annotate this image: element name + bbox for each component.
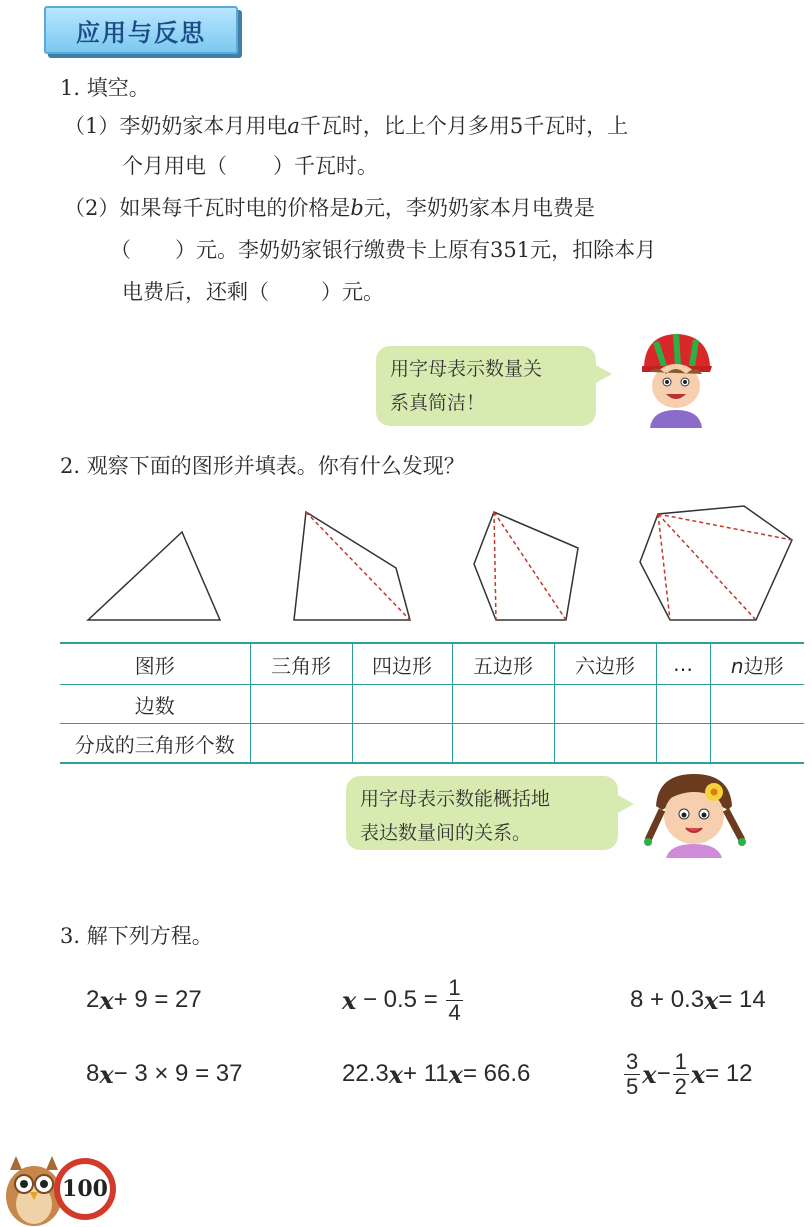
page-number: 100 [60,1164,110,1214]
page-number-badge [54,1158,116,1220]
table-row: 边数 [60,685,804,724]
var-a: a [287,114,300,138]
fraction: $\frac{1}{4}$ [448,974,461,1025]
section-title: 应用与反思 [44,6,238,54]
fraction: $\frac{1}{2}$ [674,1048,687,1099]
table-cell-input[interactable] [656,724,710,764]
polygon-figures [80,504,810,632]
equation-2: x − 0.5 = $\frac{1}{4}$ [342,974,461,1025]
fraction: $\frac{3}{5}$ [626,1048,639,1099]
table-cell-input[interactable] [554,685,656,724]
pentagon-shape [474,512,578,620]
equation-1: 2 x + 9 = 27 [86,985,202,1015]
table-cell-input[interactable] [250,685,352,724]
quadrilateral-shape [294,512,410,620]
q1-part2-line3: 电费后，还剩（ ）元。 [122,280,384,304]
table-cell-input[interactable] [452,724,554,764]
hexagon-shape [640,506,792,620]
table-cell-input[interactable] [452,685,554,724]
table-cell-input[interactable] [250,724,352,764]
table-header-row: 图形 三角形 四边形 五边形 六边形 … n边形 [60,643,804,685]
table-cell-input[interactable] [710,724,804,764]
q3-title: 3. 解下列方程。 [60,924,213,948]
polygon-table [60,642,804,764]
q1-part2-line1: （2）如果每千瓦时电的价格是b元，李奶奶家本月电费是 [64,196,595,220]
girl-character-icon [644,770,748,858]
table-cell-input[interactable] [656,685,710,724]
q1-title: 1. 填空。 [60,76,150,100]
table-cell-input[interactable] [352,685,452,724]
table-cell-input[interactable] [352,724,452,764]
q1-part2-line2: （ ）元。李奶奶家银行缴费卡上原有351元，扣除本月 [110,238,657,262]
equation-3: 8 + 0.3 x = 14 [630,985,766,1015]
var-b: b [350,196,364,220]
equation-4: 8 x − 3 × 9 = 37 [86,1059,243,1089]
table-cell-input[interactable] [554,724,656,764]
q1-part1-line1: （1）李奶奶家本月用电a千瓦时，比上个月多用5千瓦时，上 [64,114,629,138]
q1-part1-line2: 个月用电（ ）千瓦时。 [122,154,378,178]
table-row: 分成的三角形个数 [60,724,804,764]
equation-6: $\frac{3}{5}$ x − $\frac{1}{2}$ x = 12 [626,1048,753,1099]
boy-character-icon [636,328,716,428]
speech-bubble-1: 用字母表示数量关 系真简洁！ [376,346,596,426]
q2-title: 2. 观察下面的图形并填表。你有什么发现？ [60,454,465,478]
speech-bubble-2: 用字母表示数能概括地 表达数量间的关系。 [346,776,618,850]
table-cell-input[interactable] [710,685,804,724]
equation-5: 22.3 x + 11 x = 66.6 [342,1059,531,1089]
triangle-shape [88,532,220,620]
